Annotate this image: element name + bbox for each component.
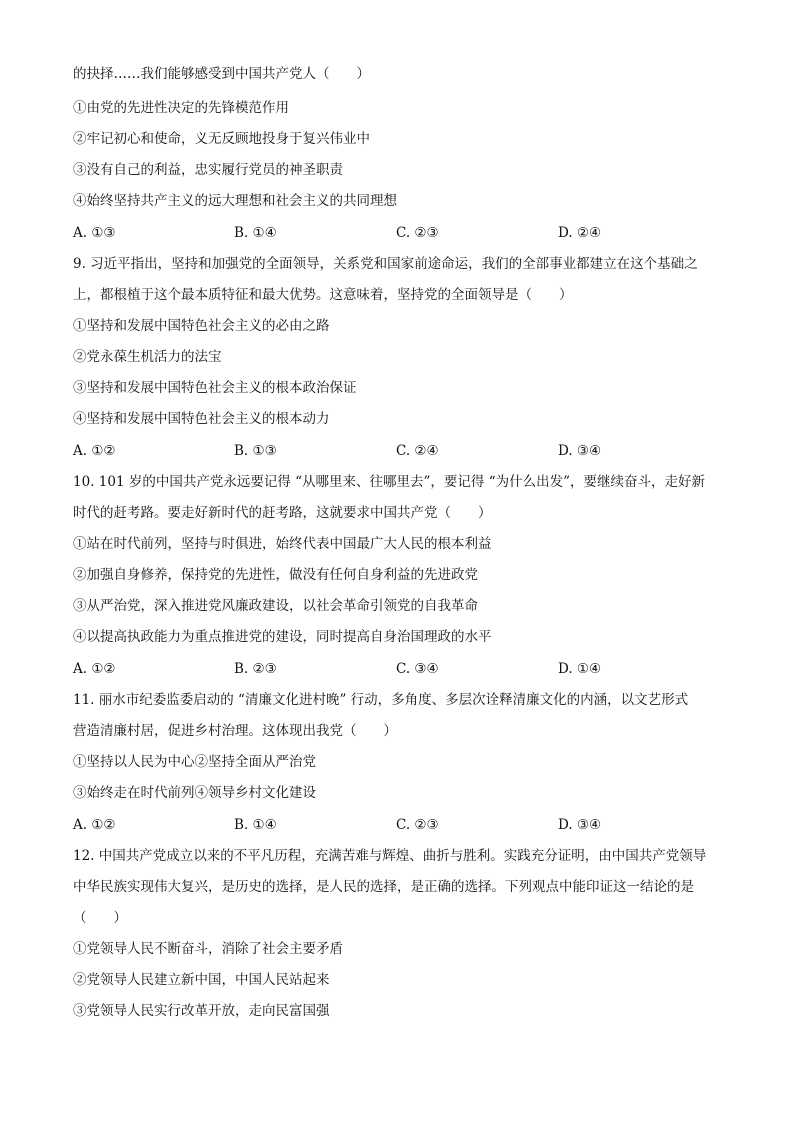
q9-item-1: ①坚持和发展中国特色社会主义的必由之路 [73, 318, 330, 334]
q8-option-c[interactable]: C. ②③ [396, 225, 439, 241]
q12-item-1: ①党领导人民不断奋斗，消除了社会主要矛盾 [73, 941, 343, 957]
q9-options [73, 441, 713, 461]
q9-item-4: ④坚持和发展中国特色社会主义的根本动力 [73, 411, 330, 427]
q8-item-4: ④始终坚持共产主义的远大理想和社会主义的共同理想 [73, 193, 397, 209]
q10-option-b[interactable]: B. ②③ [234, 661, 277, 677]
q12-item-2: ②党领导人民建立新中国，中国人民站起来 [73, 972, 330, 988]
q11-option-c[interactable]: C. ②③ [396, 817, 439, 833]
q10-item-3: ③从严治党，深入推进党风廉政建设，以社会革命引领党的自我革命 [73, 598, 478, 614]
q8-item-1: ①由党的先进性决定的先锋模范作用 [73, 100, 289, 116]
q9-stem-line-2: 上，都根植于这个最本质特征和最大优势。这意味着，坚持党的全面领导是（ ） [73, 287, 573, 303]
q9-item-3: ③坚持和发展中国特色社会主义的根本政治保证 [73, 380, 357, 396]
q8-item-2: ②牢记初心和使命，义无反顾地投身于复兴伟业中 [73, 131, 370, 147]
q10-item-2: ②加强自身修养，保持党的先进性，做没有任何自身利益的先进政党 [73, 567, 478, 583]
q11-option-b[interactable]: B. ①④ [234, 817, 277, 833]
q10-stem-line-2: 时代的赶考路。要走好新时代的赶考路，这就要求中国共产党（ ） [73, 505, 492, 521]
q11-option-a[interactable]: A. ①② [73, 817, 116, 833]
q9-option-b[interactable]: B. ①③ [234, 443, 277, 459]
q9-item-2: ②党永葆生机活力的法宝 [73, 349, 222, 365]
q11-stem-line-2: 营造清廉村居，促进乡村治理。这体现出我党（ ） [73, 723, 397, 739]
q10-option-d[interactable]: D. ①④ [558, 661, 602, 677]
q10-options [73, 659, 713, 679]
q12-stem-line-2: 中华民族实现伟大复兴，是历史的选择，是人民的选择，是正确的选择。下列观点中能印证这一结论的是 [73, 879, 694, 895]
q9-stem-line-1: 9. 习近平指出，坚持和加强党的全面领导，关系党和国家前途命运，我们的全部事业都建立在这个基础之 [73, 256, 698, 272]
q12-stem-line-3: （ ） [73, 910, 127, 926]
q8-stem-tail: 的抉择……我们能够感受到中国共产党人（ ） [73, 66, 370, 82]
q8-option-a[interactable]: A. ①③ [73, 225, 116, 241]
q9-option-a[interactable]: A. ①② [73, 443, 116, 459]
q11-options [73, 815, 713, 835]
q10-item-1: ①站在时代前列，坚持与时俱进，始终代表中国最广大人民的根本利益 [73, 536, 492, 552]
q11-item-1: ①坚持以人民为中心②坚持全面从严治党 [73, 754, 316, 770]
q11-stem-line-1: 11. 丽水市纪委监委启动的 “清廉文化进村晚” 行动，多角度、多层次诠释清廉文化的内涵，以文艺形式 [73, 692, 689, 708]
q10-stem-line-1: 10. 101 岁的中国共产党永远要记得 “从哪里来、往哪里去”，要记得 “为什么出发”，要继续奋斗，走好新 [73, 474, 706, 490]
q11-item-2: ③始终走在时代前列④领导乡村文化建设 [73, 785, 316, 801]
q10-item-4: ④以提高执政能力为重点推进党的建设，同时提高自身治国理政的水平 [73, 629, 492, 645]
q10-option-c[interactable]: C. ③④ [396, 661, 439, 677]
q12-stem-line-1: 12. 中国共产党成立以来的不平凡历程，充满苦难与辉煌、曲折与胜利。实践充分证明，由中国共产党领导 [73, 848, 707, 864]
q12-item-3: ③党领导人民实行改革开放，走向民富国强 [73, 1003, 330, 1019]
q10-option-a[interactable]: A. ①② [73, 661, 116, 677]
q8-item-3: ③没有自己的利益，忠实履行党员的神圣职责 [73, 162, 343, 178]
q8-option-d[interactable]: D. ②④ [558, 225, 602, 241]
q8-options [73, 223, 713, 243]
q9-option-d[interactable]: D. ③④ [558, 443, 602, 459]
q8-option-b[interactable]: B. ①④ [234, 225, 277, 241]
q11-option-d[interactable]: D. ③④ [558, 817, 602, 833]
q9-option-c[interactable]: C. ②④ [396, 443, 439, 459]
